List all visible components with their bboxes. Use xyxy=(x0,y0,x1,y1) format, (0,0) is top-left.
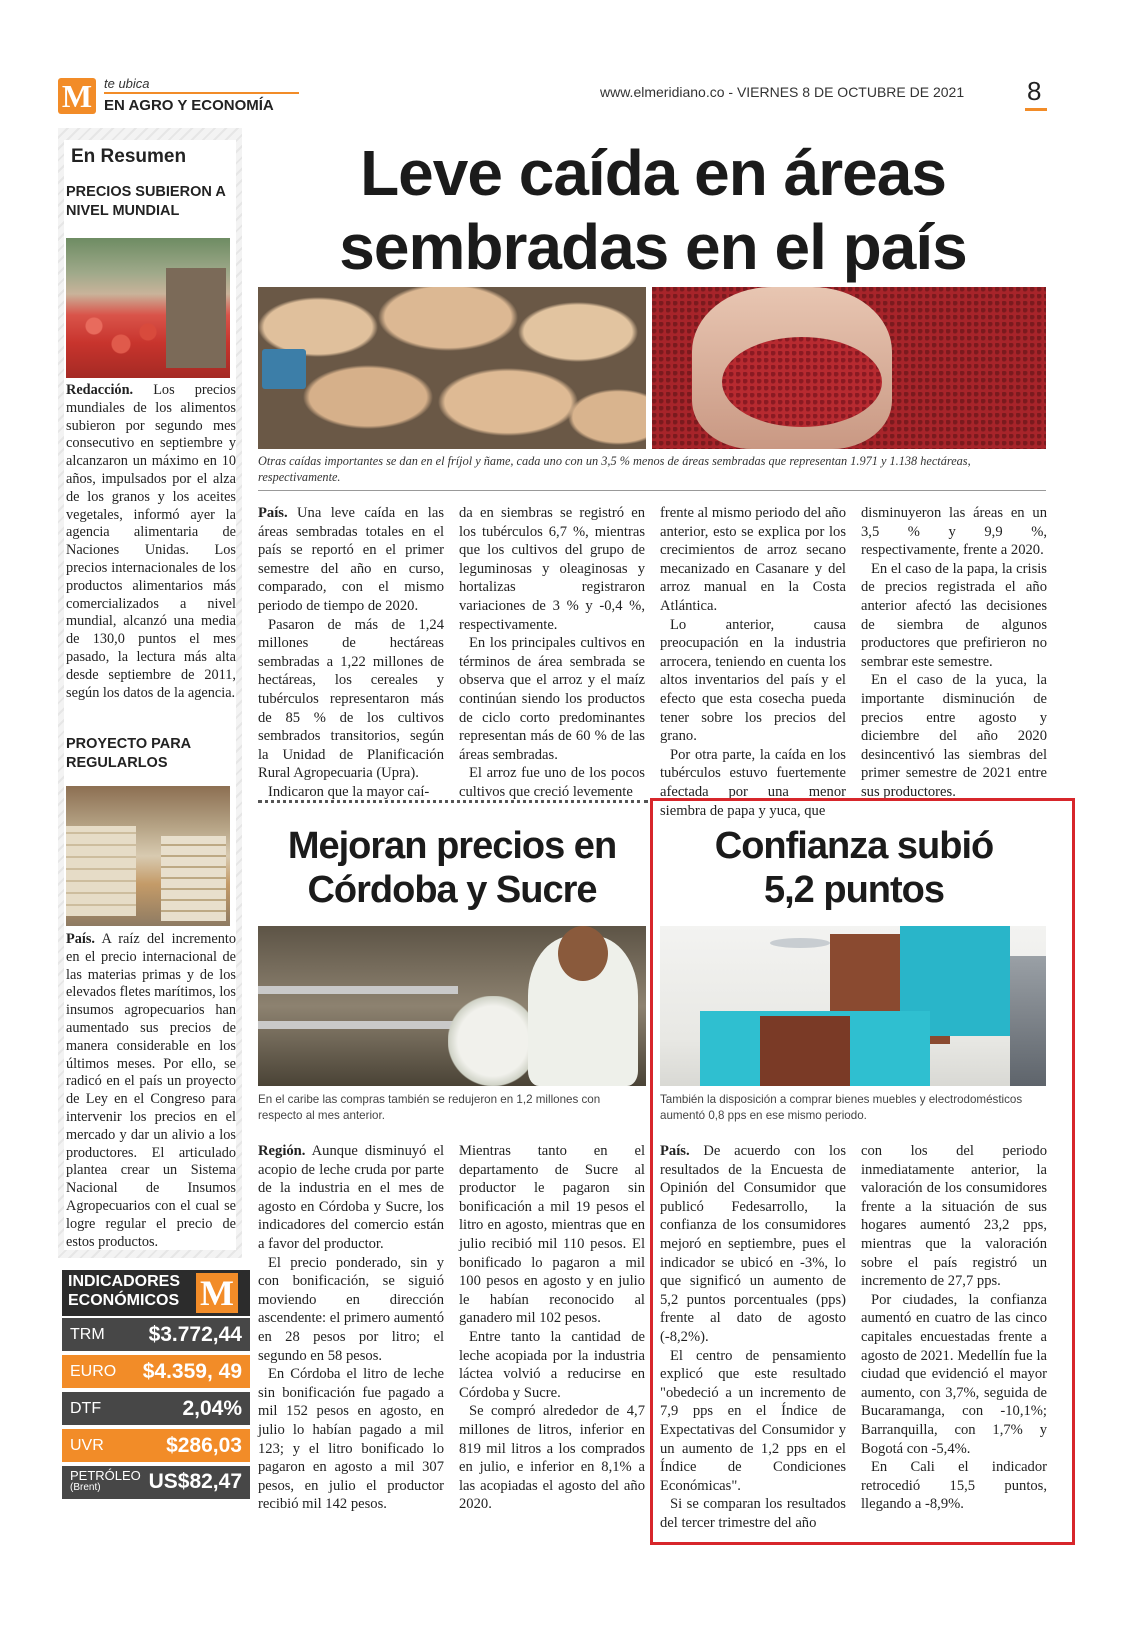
main-column-2 xyxy=(459,504,645,802)
header-dateline: www.elmeridiano.co - VIERNES 8 DE OCTUBRE DE 2021 xyxy=(600,84,965,100)
main-headline xyxy=(258,136,1048,284)
sidebar-item1-body: Los precios mundiales de los alimentos subieron por segundo mes consecutivo en septiembre y alcanzaron un máximo en 10 años, impulsados por el alza de los granos y los aceites vegetales, informó ayer la agencia alimentaria de Naciones Unidas. Los precios internacionales de los productos alimentarios más comercializados a nivel mundial, alcanzó una media de 130,0 puntos el mes pasado, la lectura más alta desde septiembre de 2011, según los datos de la agencia. xyxy=(66,382,236,701)
logo-m: M xyxy=(58,78,96,114)
article2-col1-p1: Aunque disminuyó el acopio de leche cruda por parte de la industria en el mes de agosto en Córdoba y Sucre, los indicadores del comercio están a favor del productor. xyxy=(258,1143,444,1252)
article3-col1-p2: El centro de pensamiento explicó que este resultado "obedeció a un incremento de 7,9 pps en el Índice de Expectativas del Consumidor y un aumento de 1,2 pps en el Índice de Condiciones Económicas". xyxy=(660,1347,846,1494)
milk-photo xyxy=(258,926,646,1086)
indicators-title-line2: ECONÓMICOS xyxy=(68,1292,180,1309)
article3-lead: País. xyxy=(660,1143,690,1159)
indicator-dtf xyxy=(62,1392,250,1425)
main-column-3 xyxy=(660,504,846,820)
indicators-logo: M xyxy=(196,1273,238,1313)
sidebar-item2-text xyxy=(66,931,236,1251)
sidebar-item1-lead: Redacción. xyxy=(66,382,134,398)
indicator-label: DTF xyxy=(70,1399,102,1417)
indicator-value: US$82,47 xyxy=(148,1470,242,1493)
header-section: EN AGRO Y ECONOMÍA xyxy=(104,97,274,114)
main-col4-p1: disminuyeron las áreas en un 3,5 % y 9,9 %, respectivamente, frente a 2020. xyxy=(861,505,1047,559)
indicator-sublabel: (Brent) xyxy=(70,1482,101,1493)
article3-column-1 xyxy=(660,1142,846,1532)
main-col4-p2: En el caso de la papa, la crisis de precios registrada el año anterior afectó las decisiones de siembra de algunos productores que prefirieron no sembrar este semestre. xyxy=(861,560,1047,670)
main-col2-p1: da en siembras se registró en los tubérculos 6,7 %, mientras que los cultivos del grupo de leguminosas y oleaginosas y hortalizas registraron variaciones de 3 % y -0,4 %, respectivamente. xyxy=(459,505,645,633)
indicator-label: TRM xyxy=(70,1325,105,1343)
main-col1-p2: Pasaron de más de 1,24 millones de hectáreas sembradas a 1,22 millones de hectáreas, los cereales y tubérculos representaron más de 85 % de los cultivos sembrados transitorios, según la Unidad de Planificación Rural Agropecuaria (Upra). xyxy=(258,616,444,782)
article2-headline-line2: Córdoba y Sucre xyxy=(307,869,597,911)
article2-col2-p3: Se compró alrededor de 4,7 millones de litros, inferior en 819 mil litros a los comprados en julio, e inferior en 8,1% a las acopiadas el agosto del año 2020. xyxy=(459,1403,645,1513)
indicators-title-line1: INDICADORES xyxy=(68,1273,181,1290)
article3-column-2 xyxy=(861,1142,1047,1514)
article2-column-1 xyxy=(258,1142,444,1514)
indicator-euro xyxy=(62,1355,250,1388)
header-tagline: te ubica xyxy=(104,76,150,91)
indicator-label: UVR xyxy=(70,1436,104,1454)
main-col3-p3: Por otra parte, la caída en los tubérculos estuvo fuertemente afectada por una menor siembra de papa y yuca, que xyxy=(660,746,846,819)
article2-col2-p2: Entre tanto la cantidad de leche acopiada por la industria láctea volvió a reducirse en Córdoba y Sucre. xyxy=(459,1328,645,1401)
sidebar-item1-text xyxy=(66,382,236,702)
main-column-4 xyxy=(861,504,1047,802)
sidebar-item2-lead: País. xyxy=(66,931,95,947)
article3-col2-p1: con los del periodo inmediatamente anterior, la valoración de los consumidores frente a la situación de sus hogares aumentó 23,2 pps, mientras que la valoración sobre el país registró un incremento de 27,7 pps. xyxy=(861,1143,1047,1290)
beans-photo xyxy=(652,287,1046,449)
main-caption-rule xyxy=(258,490,1046,491)
article3-caption: También la disposición a comprar bienes muebles y electrodomésticos aumentó 0,8 pps en ese mismo periodo. xyxy=(660,1093,1023,1122)
indicator-value: $286,03 xyxy=(166,1433,242,1457)
main-col2-p3: El arroz fue uno de los pocos cultivos que creció levemente xyxy=(459,765,645,800)
main-col3-p2: Lo anterior, causa preocupación en la industria arrocera, teniendo en cuenta los altos inventarios del país y el efecto que esta cosecha pueda tener sobre los precios del grano. xyxy=(660,616,846,745)
indicator-value: $4.359, 49 xyxy=(142,1359,242,1383)
sidebar-item2-heading: PROYECTO PARA REGULARLOS xyxy=(66,736,191,771)
market-photo xyxy=(66,238,230,378)
article2-headline-line1: Mejoran precios en xyxy=(287,825,617,867)
main-col1-p1: Una leve caída en las áreas sembradas totales en el país se reportó en el primer semestre del año en curso, comparado, con el mismo periodo de tiempo de 2020. xyxy=(258,505,444,614)
yam-photo xyxy=(258,287,646,449)
page-number-rule xyxy=(1025,108,1047,111)
main-headline-line1: Leve caída en áreas xyxy=(360,137,946,209)
article3-col2-p2: Por ciudades, la confianza aumentó en cuatro de las cinco capitales encuestadas frente a agosto de 2021. Medellín fue la ciudad que evidenció el mayor aumento, con 3,7%, seguida de Bucaramanga, con -10,1%; Barranquilla, con 1,7% y Bogotá con -5,4%. xyxy=(861,1291,1047,1457)
main-lead: País. xyxy=(258,505,288,521)
warehouse-photo xyxy=(66,786,230,926)
kitchen-photo xyxy=(660,926,1046,1086)
indicator-trm xyxy=(62,1318,250,1351)
section-divider xyxy=(258,800,648,803)
article3-headline-line1: Confianza subió xyxy=(714,825,994,867)
article3-col1-p1: De acuerdo con los resultados de la Encuesta de Opinión del Consumidor que publicó Fedesarrollo, la confianza de los consumidores mejoró en septiembre, pues el indicador se ubicó en -3%, lo que significó un aumento de 5,2 puntos porcentuales (pps) frente al dato de agosto (-8,2%). xyxy=(660,1143,846,1345)
article3-col2-p3: En Cali el indicador retrocedió 15,5 puntos, llegando a -8,9%. xyxy=(861,1459,1047,1513)
sidebar-item2-body: A raíz del incremento en el precio internacional de las materias primas y de los elevados fletes marítimos, los insumos agropecuarios han aumentado sus precios de manera considerable en los últimos meses. Por ello, se radicó en el país un proyecto de Ley en el Congreso para intervenir los precios en el mercado y dar un alivio a los productores. El articulado plantea crear un Sistema Nacional de Insumos Agropecuarios con el cual se logre regular el precio de estos productos. xyxy=(66,931,236,1250)
article3-col1-p3: Si se comparan los resultados del tercer trimestre del año xyxy=(660,1496,846,1531)
page-number: 8 xyxy=(1027,76,1042,106)
main-photo-caption: Otras caídas importantes se dan en el fríjol y ñame, cada uno con un 3,5 % menos de áreas sembradas que representan 1.971 y 1.138 hectáreas, respectivamente. xyxy=(258,454,971,484)
indicator-petroleo xyxy=(62,1466,250,1499)
indicator-value: $3.772,44 xyxy=(148,1322,242,1346)
article3-headline xyxy=(660,824,1048,912)
indicator-label: PETRÓLEO xyxy=(70,1468,141,1483)
sidebar-item1-heading: PRECIOS SUBIERON A NIVEL MUNDIAL xyxy=(66,184,226,219)
header-rule xyxy=(104,92,299,94)
article2-headline xyxy=(258,824,646,912)
main-column-1 xyxy=(258,504,444,802)
indicator-label: EURO xyxy=(70,1362,117,1380)
main-headline-line2: sembradas en el país xyxy=(339,211,967,283)
article2-col1-p2: El precio ponderado, sin y con bonificación, se siguió moviendo en dirección ascendente: el primero aumentó en 28 pesos por litro; el segundo en 58 pesos. xyxy=(258,1254,444,1364)
main-col2-p2: En los principales cultivos en términos de área sembrada se observa que el arroz y el maíz continúan siendo los productos de ciclo corto predominantes representan más de 60 % de las áreas sembradas. xyxy=(459,635,645,763)
article2-col1-p3: En Córdoba el litro de leche sin bonificación fue pagado a mil 152 pesos en agosto, en julio lo habían pagado a mil 123; y el litro bonificado lo pagaron en agosto a mil 307 pesos, en julio el productor recibió mil 142 pesos. xyxy=(258,1366,444,1513)
indicator-uvr xyxy=(62,1429,250,1462)
indicator-value: 2,04% xyxy=(182,1396,242,1420)
article2-col2-p1: Mientras tanto en el departamento de Sucre al productor le pagaron sin bonificación a mil 19 pesos el litro en agosto, mientras que en julio recibió mil 110 pesos. El bonificado lo pagaron a mil 100 pesos en agosto y en julio le habían reconocido al ganadero mil 102 pesos. xyxy=(459,1143,645,1327)
article2-caption: En el caribe las compras también se redujeron en 1,2 millones con respecto al mes anterior. xyxy=(258,1093,601,1122)
indicator-label-group xyxy=(70,1470,141,1494)
main-col4-p3: En el caso de la yuca, la importante disminución de precios entre agosto y diciembre del año 2020 desincentivó las siembras del primer semestre de 2021 entre sus productores. xyxy=(861,672,1047,800)
article3-headline-line2: 5,2 puntos xyxy=(763,869,945,911)
sidebar-title: En Resumen xyxy=(71,146,187,167)
article2-lead: Región. xyxy=(258,1143,306,1159)
main-col1-p3: Indicaron que la mayor caí- xyxy=(268,783,430,800)
main-col3-p1: frente al mismo periodo del año anterior, esto se explica por los crecimientos de arroz secano mecanizado en Casanare y del arroz manual en la Costa Atlántica. xyxy=(660,505,847,614)
article2-column-2 xyxy=(459,1142,645,1514)
